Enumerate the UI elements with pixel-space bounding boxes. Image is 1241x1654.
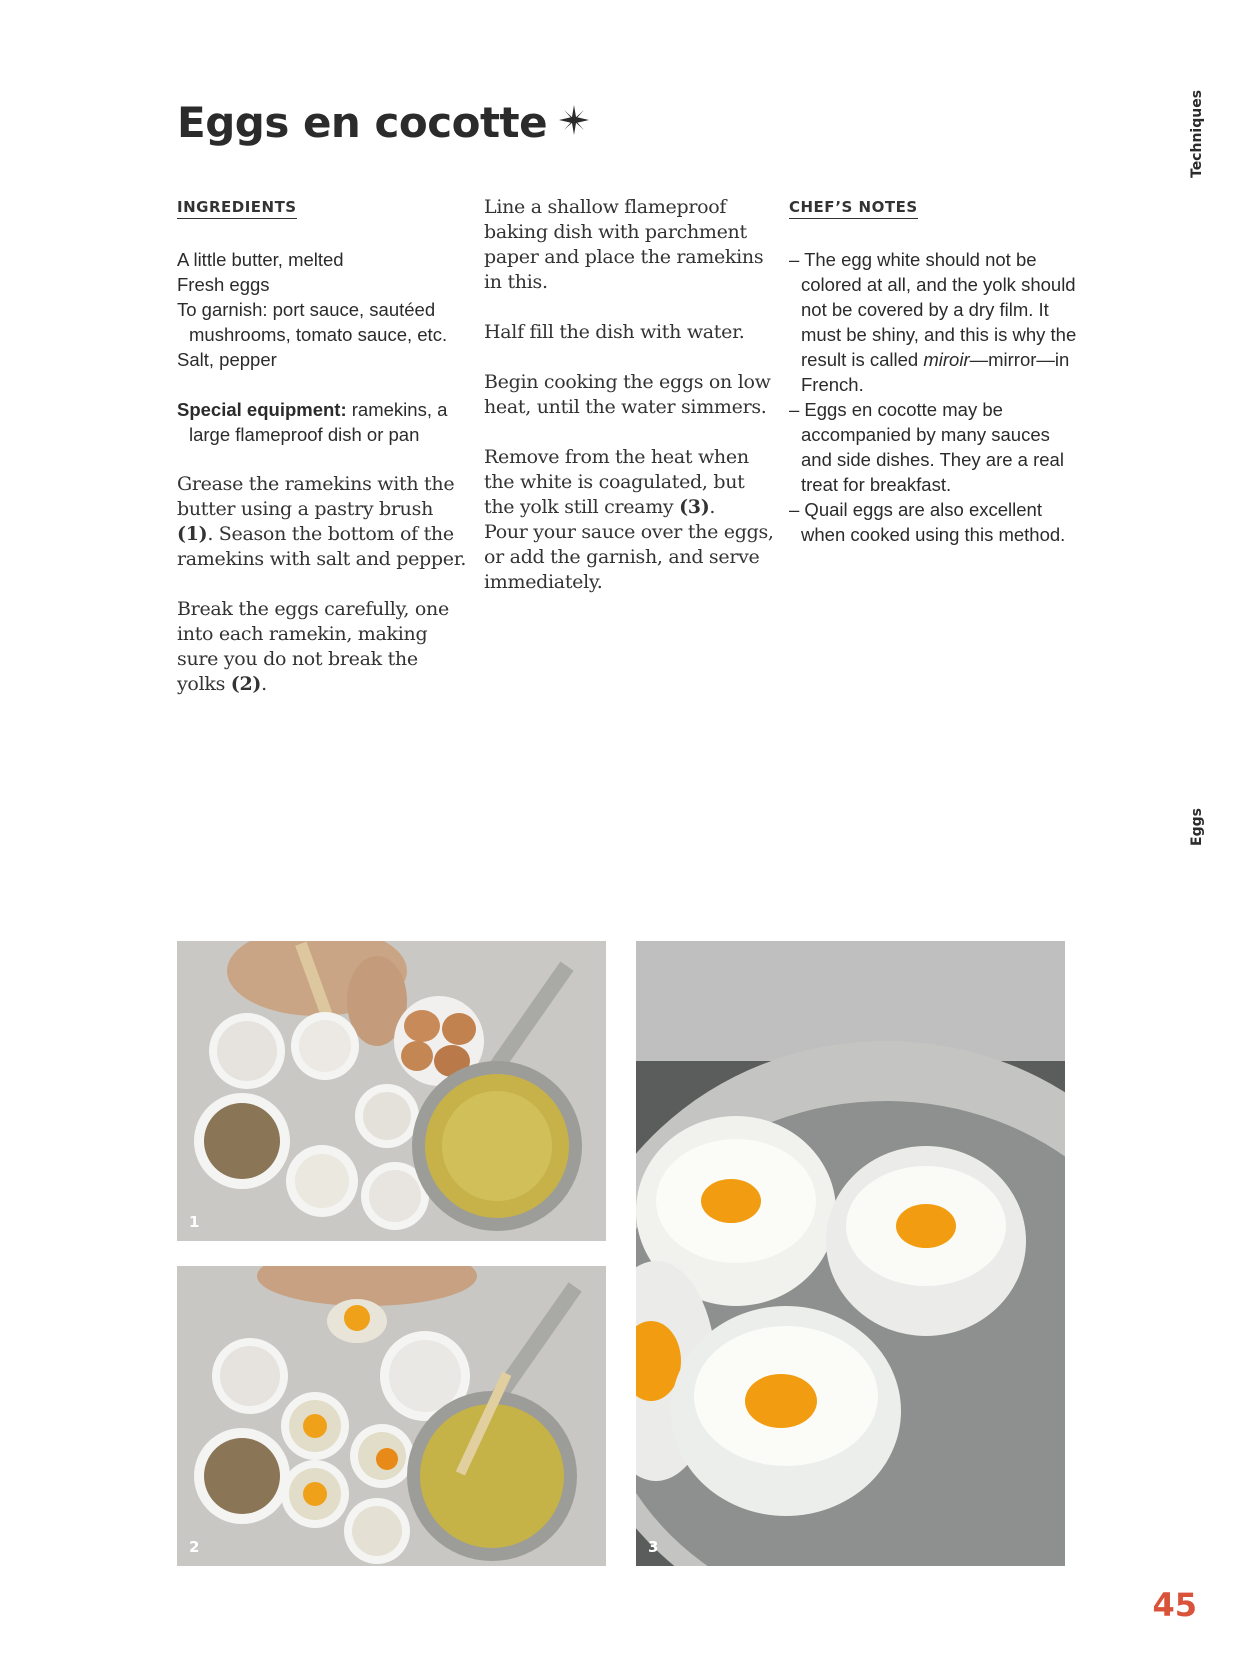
ingredient-item: Fresh eggs bbox=[177, 274, 270, 295]
ingredient-item: Salt, pepper bbox=[177, 349, 277, 370]
ingredients-column bbox=[177, 195, 467, 722]
equipment-label: Special equipment: bbox=[177, 399, 347, 420]
method-step-4: Half fill the dish with water. bbox=[484, 321, 745, 343]
ingredient-item: mushrooms, tomato sauce, etc. bbox=[189, 324, 448, 345]
equipment-text-cont: large flameproof dish or pan bbox=[189, 424, 420, 445]
emphasis: miroir bbox=[923, 349, 970, 370]
photo-number: 1 bbox=[189, 1213, 200, 1231]
method-column bbox=[484, 195, 774, 595]
photo-1-illustration bbox=[177, 941, 606, 1241]
method-step-7: Pour your sauce over the eggs, or add the garnish, and serve immediately. bbox=[484, 521, 774, 593]
sparkle-icon bbox=[559, 96, 589, 145]
photo-2 bbox=[177, 1266, 606, 1566]
equipment-text: ramekins, a bbox=[346, 399, 448, 420]
ingredient-item: To garnish: port sauce, sautéed bbox=[177, 299, 436, 320]
method-step-5: Begin cooking the eggs on low heat, until the water simmers. bbox=[484, 371, 771, 418]
photo-2-illustration bbox=[177, 1266, 606, 1566]
ingredients-heading: INGREDIENTS bbox=[177, 198, 297, 219]
chefs-notes-heading: CHEF’S NOTES bbox=[789, 198, 918, 219]
page-number: 45 bbox=[1152, 1586, 1197, 1624]
page-title bbox=[177, 96, 589, 147]
title-text: Eggs en cocotte bbox=[177, 98, 548, 147]
chefs-notes-column bbox=[789, 195, 1079, 547]
photo-ref: (2) bbox=[230, 673, 262, 695]
special-equipment bbox=[177, 397, 467, 447]
method-step-2: Break the eggs carefully, one into each ramekin, making sure you do not break the yolks (2). bbox=[177, 598, 449, 695]
ingredient-item: A little butter, melted bbox=[177, 249, 344, 270]
ingredients-list bbox=[177, 247, 467, 372]
photo-3-illustration bbox=[636, 941, 1065, 1566]
photo-number: 3 bbox=[648, 1538, 659, 1556]
photo-number: 2 bbox=[189, 1538, 200, 1556]
chapter-label: Eggs bbox=[1189, 808, 1205, 846]
chef-note-2: – Eggs en cocotte may be accompanied by many sauces and side dishes. They are a real treat for breakfast. bbox=[789, 399, 1064, 495]
section-label: Techniques bbox=[1189, 89, 1205, 178]
photo-ref: (1) bbox=[177, 523, 208, 545]
method-step-6: Remove from the heat when the white is coagulated, but the yolk still creamy (3). bbox=[484, 446, 749, 518]
chef-note-3: – Quail eggs are also excellent when cooked using this method. bbox=[789, 499, 1066, 545]
chef-note-1: – The egg white should not be colored at all, and the yolk should not be covered by a dry film. It must be shiny, and this is why the result is called miroir—mirror—in French. bbox=[789, 249, 1077, 395]
photo-ref: (3) bbox=[679, 496, 710, 518]
photo-3 bbox=[636, 941, 1065, 1566]
photo-1 bbox=[177, 941, 606, 1241]
method-step-3: Line a shallow flameproof baking dish with parchment paper and place the ramekins in this. bbox=[484, 196, 764, 293]
method-step-1: Grease the ramekins with the butter using a pastry brush (1). Season the bottom of the ramekins with salt and pepper. bbox=[177, 473, 467, 570]
